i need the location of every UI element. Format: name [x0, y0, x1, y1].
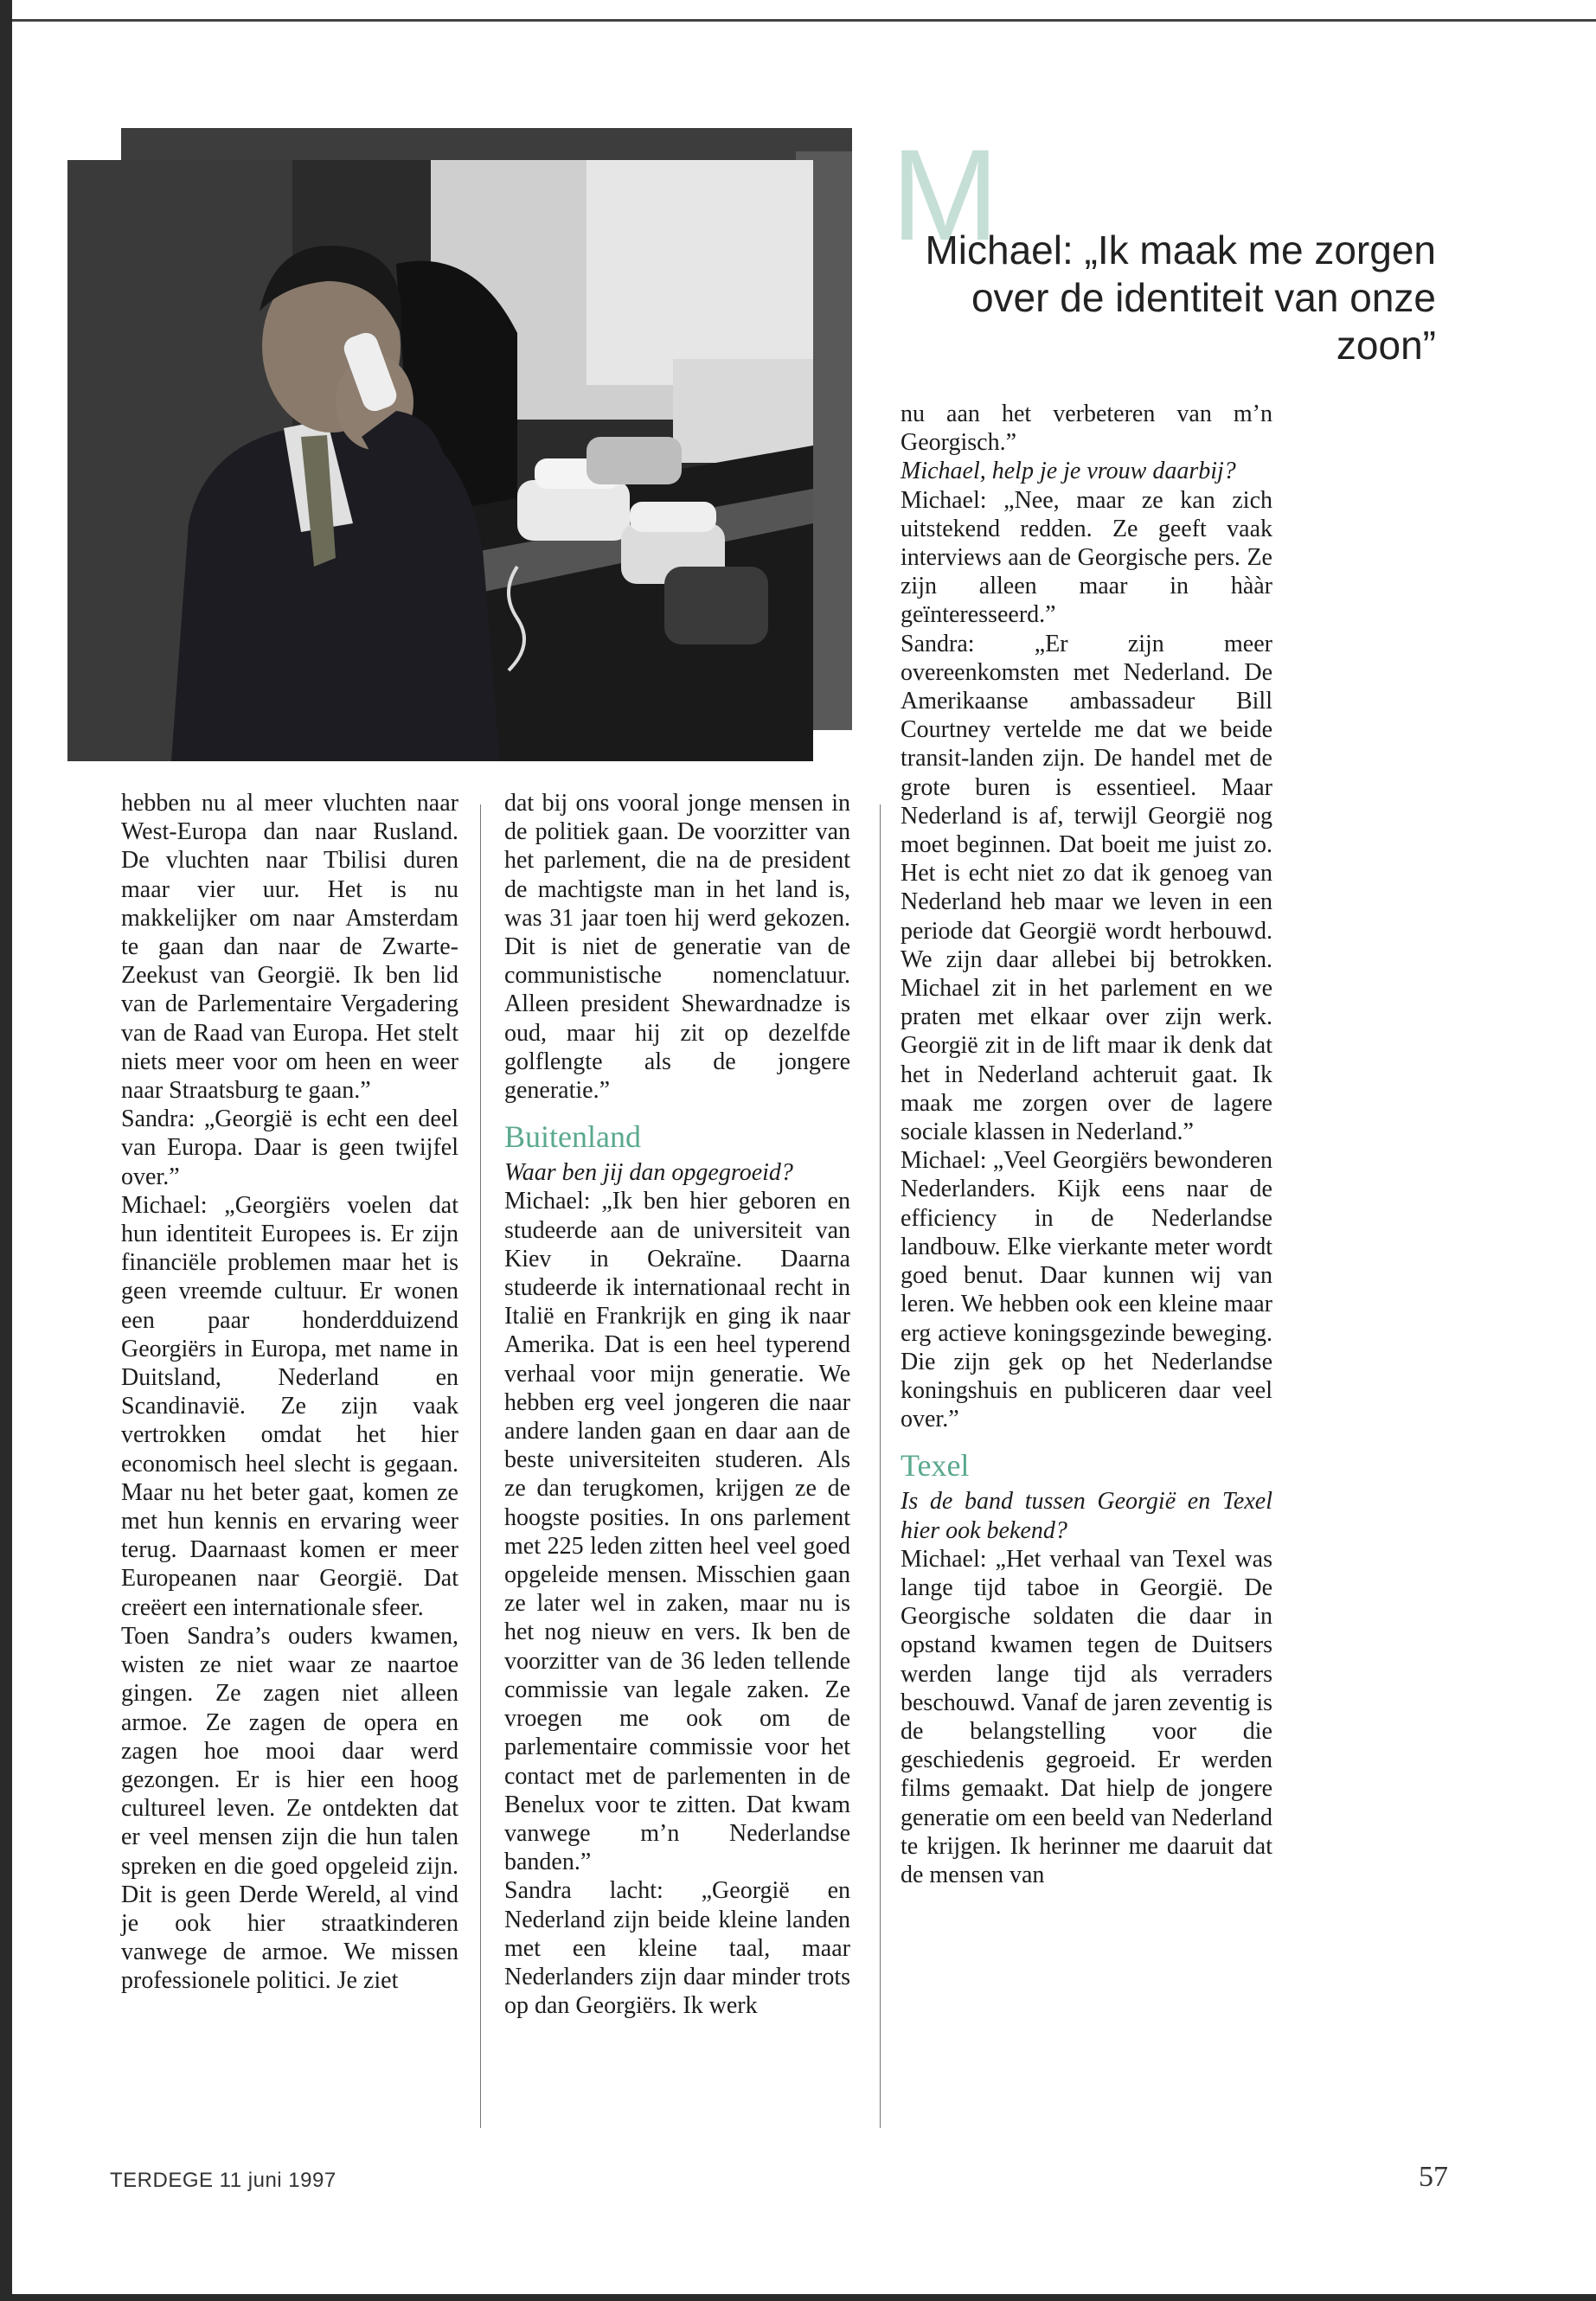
body-paragraph: nu aan het verbeteren van m’n Georgisch.”: [901, 401, 1272, 457]
body-paragraph: Sandra: „Georgië is echt een deel van Europa. Daar is geen twijfel over.”: [121, 1106, 458, 1190]
page-bottom-edge: [0, 2294, 1596, 2301]
body-paragraph: Sandra: „Er zijn meer overeenkomsten met Nederland. De Amerikaanse ambassadeur Bill Courtney vertelde me dat we beide transit-landen zijn. De handel met de grote buren is essentieel. Maar Nederland is af, terwijl Georgië nog moet beginnen. Dat boeit me juist zo. Het is echt niet zo dat ik genoeg van Nederland heb maar we leven in een periode dat Georgië wordt herbouwd. We zijn daar allebei bij betrokken. Michael zit in het parlement en we praten met elkaar over zijn werk. Georgië zit in de lift maar ik denk dat het in Nederland achteruit gaat. Ik maak me zorgen over de lagere sociale klassen in Nederland.”: [901, 630, 1272, 1146]
body-paragraph: Sandra lacht: „Georgië en Nederland zijn beide kleine landen met een kleine taal, maar Nederlanders zijn daar minder trots op dan Georgiërs. Ik werk: [504, 1877, 850, 2020]
page-number: 57: [1419, 2161, 1448, 2193]
interview-question: Is de band tussen Georgië en Texel hier ook bekend?: [901, 1488, 1272, 1544]
body-paragraph: Michael: „Georgiërs voelen dat hun identiteit Europees is. Er zijn financiële problemen maar het is geen vreemde cultuur. Er wonen een paar honderdduizend Georgiërs in Europa, met name in Duitsland, Nederland en Scandinavië. Ze zijn vaak vertrokken omdat het hier economisch heel slecht is gegaan. Maar nu het beter gaat, komen ze met hun kennis en ervaring weer terug. Daarnaast komen er meer Europeanen naar Georgië. Dat creëert een internationale sfeer.: [121, 1191, 458, 1621]
publication-footer: TERDEGE 11 juni 1997: [110, 2169, 337, 2192]
section-heading-texel: Texel: [901, 1448, 970, 1484]
article-column-1: [121, 789, 458, 1996]
interview-question: Waar ben jij dan opgegroeid?: [504, 1159, 793, 1187]
interview-question: Michael, help je je vrouw daarbij?: [901, 458, 1236, 485]
body-paragraph: dat bij ons vooral jonge mensen in de politiek gaan. De voorzitter van het parlement, die na de president de machtigste man in het land is, was 31 jaar toen hij werd gekozen. Dit is niet de generatie van de communistische nomenclatuur. Alleen president Shewardnadze is oud, maar hij zit op dezelfde golflengte als de jongere generatie.”: [504, 790, 850, 1105]
headline-initial-letter: M: [891, 122, 999, 267]
headline: Michael: „Ik maak me zorgen over de identiteit van onze zoon”: [925, 228, 1436, 368]
body-paragraph: Michael: „Nee, maar ze kan zich uitstekend redden. Ze geeft vaak interviews aan de Georgische pers. Ze zijn alleen maar in hààr geïnteresseerd.”: [901, 486, 1272, 629]
body-paragraph: Michael: „Veel Georgiërs bewonderen Nederlanders. Kijk eens naar de efficiency in de Nederlandse landbouw. Elke vierkante meter wordt goed benut. Daar kunnen wij van leren. We hebben ook een kleine maar erg actieve koningsgezinde beweging. Die zijn gek op het Nederlandse koningshuis en publiceren daar veel over.”: [901, 1147, 1272, 1433]
article-column-3: [901, 400, 1272, 1889]
page-top-edge: [0, 0, 1596, 22]
body-paragraph: hebben nu al meer vluchten naar West-Europa dan naar Rusland. De vluchten naar Tbilisi duren maar vier uur. Het is nu makkelijker om naar Amsterdam te gaan dan naar de Zwarte-Zeekust van Georgië. Ik ben lid van de Parlementaire Vergadering van de Raad van Europa. Het stelt niets meer voor om heen en weer naar Straatsburg te gaan.”: [121, 790, 458, 1105]
photo-man-on-phone: [67, 160, 813, 761]
body-paragraph: Toen Sandra’s ouders kwamen, wisten ze niet waar ze naartoe gingen. Ze zagen niet alleen armoe. Ze zagen de opera en zagen hoe mooi daar werd gezongen. Er is hier een hoog cultureel leven. Ze ontdekten dat er veel mensen zijn die hun talen spreken en die goed opgeleid zijn. Dit is geen Derde Wereld, al vind je ook hier straatkinderen vanwege de armoe. We missen professionele politici. Je ziet: [121, 1622, 458, 1995]
body-paragraph: Michael: „Ik ben hier geboren en studeerde aan de universiteit van Kiev in Oekraïne. Daarna studeerde ik internationaal recht in Italië en Frankrijk en ging ik naar Amerika. Dat is een heel typerend verhaal voor mijn generatie. We hebben erg veel jongeren die naar andere landen gaan en daar aan de beste universiteiten studeren. Als ze dan terugkomen, krijgen ze de hoogste posities. In ons parlement met 225 leden zitten heel veel goed opgeleide mensen. Misschien gaan ze later wel in zaken, maar nu is het nog nieuw en vers. Ik ben de voorzitter van de 36 leden tellende commissie van legale zaken. Ze vroegen me ook om de parlementaire commissie voor het contact met de parlementen in de Benelux voor te zitten. Dat kwam vanwege m’n Nederlandse banden.”: [504, 1188, 850, 1876]
column-rule-1: [480, 804, 481, 2128]
section-heading-buitenland: Buitenland: [504, 1119, 641, 1155]
article-column-2: [504, 789, 850, 2020]
page-left-edge: [0, 0, 12, 2301]
column-rule-2: [880, 804, 881, 2128]
body-paragraph: Michael: „Het verhaal van Texel was lange tijd taboe in Georgië. De Georgische soldaten die daar in opstand kwamen tegen de Duitsers werden lange tijd als verraders beschouwd. Vanaf de jaren zeventig is de belangstelling voor die geschiedenis gegroeid. Er werden films gemaakt. Dat hielp de jongere generatie om een beeld van Nederland te krijgen. Ik herinner me daaruit dat de mensen van: [901, 1545, 1272, 1888]
